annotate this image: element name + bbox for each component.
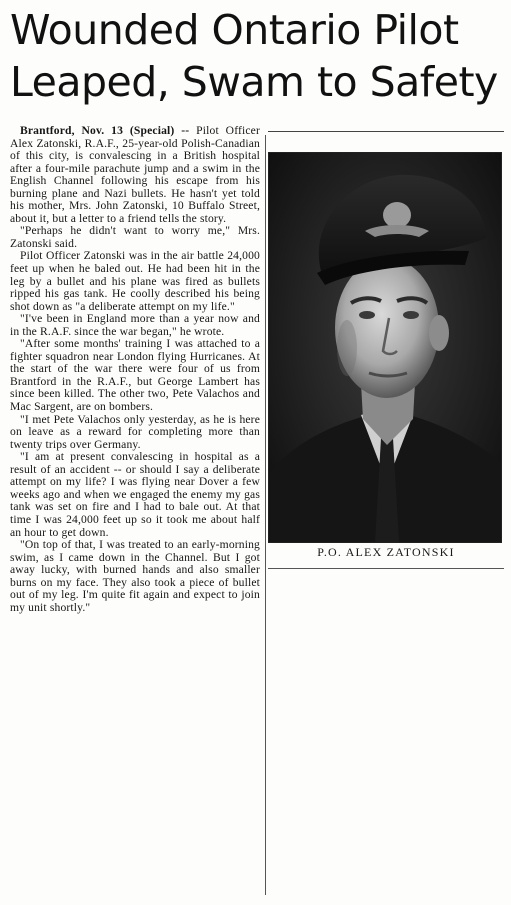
column-divider [265,135,266,895]
top-rule [268,131,504,132]
article-paragraph: "After some months' training I was attached to a fighter squadron near London flying Hurricanes. At the start of the war there were four of us from Brantford in the R.A.F., but George Lambert has since been killed. The other two, Pete Valachos and Mac Sargent, are on bombers. [10,337,260,414]
article-paragraph: Pilot Officer Zatonski was in the air battle 24,000 feet up when he baled out. He had been hit in the leg by a bullet and his plane was fired as bullets ripped his gas tank. He coolly described his being shot down as "a deliberate attempt on my life." [10,249,260,313]
portrait-photo [268,152,502,543]
article-paragraph: "I met Pete Valachos only yesterday, as he is here on leave as a reward for completing more than twenty trips over Germany. [10,412,260,451]
headline-line-2: Leaped, Swam to Safety [10,58,498,106]
portrait-illustration [269,153,501,542]
caption-rule [268,568,504,569]
headline-line-1: Wounded Ontario Pilot [10,6,459,54]
dateline: Brantford, Nov. 13 (Special) -- [20,124,190,137]
headline [10,4,506,108]
article-body [10,125,260,614]
article-paragraph: "Perhaps he didn't want to worry me," Mrs. Zatonski said. [10,224,260,250]
photo-caption: P.O. ALEX ZATONSKI [317,545,455,559]
article-paragraph: "I am at present convalescing in hospital as a result of an accident -- or should I say a deliberate attempt on my life? I was flying near Dover a few weeks ago and when we engaged the enemy my gas tank was set on fire and I had to bale out. At that time I was 24,000 feet up so it took me about half an hour to get down. [10,450,260,539]
article-paragraph: Brantford, Nov. 13 (Special) -- Pilot Officer Alex Zatonski, R.A.F., 25-year-old Polish-Canadian of this city, is convalescing in a British hospital after a four-mile parachute jump and a swim in the English Channel following his escape from his burning plane and Nazi bullets. He hasn't yet told his mother, Mrs. John Zatonski, 10 Buffalo Street, about it, but a letter to a friend tells the story. [10,124,260,225]
article-paragraph: "On top of that, I was treated to an early-morning swim, as I came down in the Channel. But I got away lucky, with burned hands and also smaller burns on my face. They also took a piece of bullet out of my leg. I'm quite fit again and expect to join my unit shortly." [10,538,260,614]
article-paragraph: "I've been in England more than a year now and in the R.A.F. since the war began," he wrote. [10,312,260,338]
